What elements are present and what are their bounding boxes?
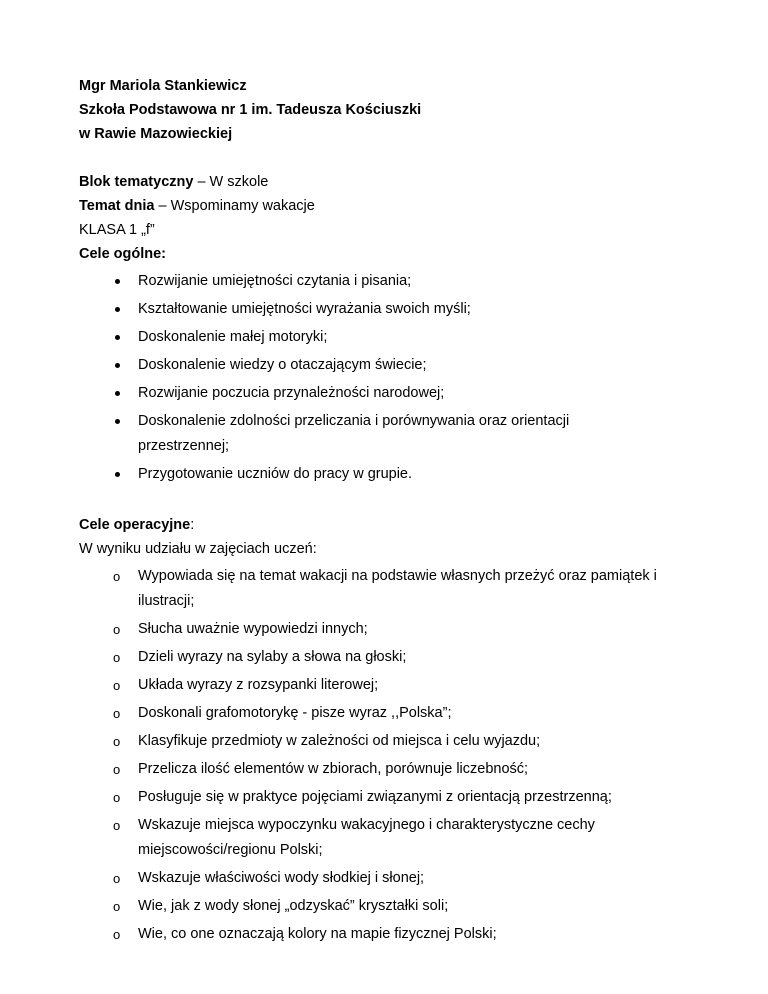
operational-goal-text: Wie, jak z wody słonej „odzyskać” kryształki soli;: [138, 898, 449, 914]
spacer: [79, 490, 699, 513]
circle-bullet-icon: o: [113, 762, 121, 777]
operational-goal-item: [79, 785, 658, 810]
author-name: Mgr Mariola Stankiewicz: [79, 78, 247, 94]
operational-goal-text: Słucha uważnie wypowiedzi innych;: [138, 621, 368, 637]
spacer: [79, 146, 699, 170]
circle-bullet-icon: o: [113, 569, 121, 584]
operational-goals-heading: Cele operacyjne: [79, 517, 191, 533]
document-page: [79, 74, 699, 950]
circle-bullet-icon: o: [113, 927, 121, 942]
operational-goals-intro: W wyniku udziału w zajęciach uczeń:: [79, 541, 317, 557]
operational-goal-text: Przelicza ilość elementów w zbiorach, porównuje liczebność;: [138, 761, 529, 777]
operational-goal-item: [79, 645, 658, 670]
circle-bullet-icon: o: [113, 678, 121, 693]
operational-goal-item: [79, 922, 658, 947]
operational-goal-item: [79, 729, 658, 754]
operational-goal-text: Wie, co one oznaczają kolory na mapie fizycznej Polski;: [138, 926, 497, 942]
operational-goal-text: Doskonali grafomotorykę - pisze wyraz ,,Polska”;: [138, 705, 452, 721]
operational-goal-text: Układa wyrazy z rozsypanki literowej;: [138, 677, 379, 693]
block-value: – W szkole: [193, 174, 269, 190]
circle-bullet-icon: o: [113, 871, 121, 886]
operational-goal-item: [79, 617, 658, 642]
circle-bullet-icon: o: [113, 706, 121, 721]
operational-goal-item: [79, 894, 658, 919]
general-goal-item: Doskonalenie wiedzy o otaczającym świecie;: [79, 353, 658, 378]
operational-goals-heading-line: [79, 513, 699, 537]
class-line: KLASA 1 „f”: [79, 222, 155, 238]
operational-goal-item: [79, 701, 658, 726]
circle-bullet-icon: o: [113, 790, 121, 805]
operational-goal-text: Dzieli wyrazy na sylaby a słowa na głoski;: [138, 649, 407, 665]
operational-goal-item: [79, 564, 658, 614]
operational-goal-item: [79, 673, 658, 698]
operational-goals-heading-suffix: :: [190, 517, 195, 533]
general-goal-item: Doskonalenie zdolności przeliczania i porównywania oraz orientacji przestrzennej;: [79, 409, 658, 459]
general-goal-item: Rozwijanie umiejętności czytania i pisania;: [79, 269, 658, 294]
operational-goal-text: Wskazuje miejsca wypoczynku wakacyjnego i charakterystyczne cechy miejscowości/regionu Polski;: [138, 817, 595, 858]
circle-bullet-icon: o: [113, 650, 121, 665]
general-goals-list: [79, 269, 699, 487]
operational-goals-list: [79, 564, 699, 947]
general-goal-item: Przygotowanie uczniów do pracy w grupie.: [79, 462, 658, 487]
operational-goal-item: [79, 866, 658, 891]
general-goals-heading: Cele ogólne:: [79, 246, 167, 262]
topic-line: [79, 194, 699, 218]
topic-label: Temat dnia: [79, 198, 155, 214]
block-line: [79, 170, 699, 194]
operational-goal-text: Klasyfikuje przedmioty w zależności od miejsca i celu wyjazdu;: [138, 733, 541, 749]
circle-bullet-icon: o: [113, 899, 121, 914]
school-city: w Rawie Mazowieckiej: [79, 126, 233, 142]
topic-value: – Wspominamy wakacje: [154, 198, 315, 214]
operational-goal-text: Wypowiada się na temat wakacji na podstawie własnych przeżyć oraz pamiątek i ilustracji;: [138, 568, 657, 609]
circle-bullet-icon: o: [113, 622, 121, 637]
operational-goal-text: Posługuje się w praktyce pojęciami związanymi z orientacją przestrzenną;: [138, 789, 612, 805]
block-label: Blok tematyczny: [79, 174, 194, 190]
circle-bullet-icon: o: [113, 734, 121, 749]
operational-goal-item: [79, 757, 658, 782]
general-goal-item: Doskonalenie małej motoryki;: [79, 325, 658, 350]
general-goal-item: Kształtowanie umiejętności wyrażania swoich myśli;: [79, 297, 658, 322]
operational-goal-item: [79, 813, 658, 863]
circle-bullet-icon: o: [113, 818, 121, 833]
general-goal-item: Rozwijanie poczucia przynależności narodowej;: [79, 381, 658, 406]
school-name: Szkoła Podstawowa nr 1 im. Tadeusza Kościuszki: [79, 102, 422, 118]
operational-goal-text: Wskazuje właściwości wody słodkiej i słonej;: [138, 870, 425, 886]
